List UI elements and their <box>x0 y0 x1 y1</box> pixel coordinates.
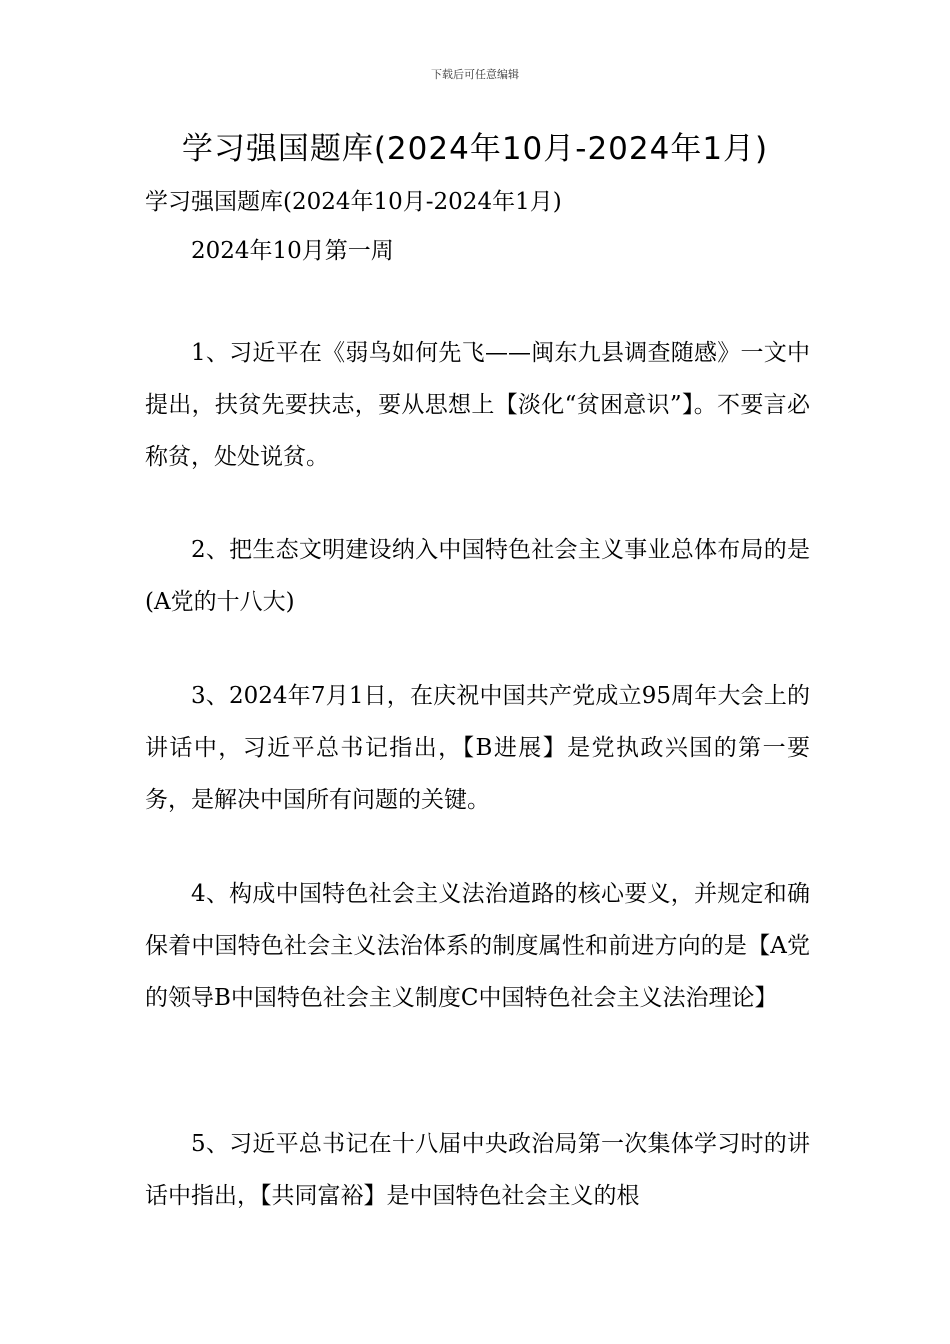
question-paragraph: 4、构成中国特色社会主义法治道路的核心要义，并规定和确保着中国特色社会主义法治体系的制度属性和前进方向的是【A党的领导B中国特色社会主义制度C中国特色社会主义法治理论】 <box>145 881 810 1011</box>
document-subtitle: 学习强国题库(2024年10月-2024年1月) <box>145 189 562 215</box>
question-paragraph: 2、把生态文明建设纳入中国特色社会主义事业总体布局的是(A党的十八大) <box>145 537 810 615</box>
header-note: 下载后可任意编辑 <box>431 68 519 81</box>
week-heading: 2024年10月第一周 <box>191 238 394 264</box>
question-paragraph: 3、2024年7月1日，在庆祝中国共产党成立95周年大会上的讲话中，习近平总书记指出，【B进展】是党执政兴国的第一要务，是解决中国所有问题的关键。 <box>145 683 810 813</box>
document-title: 学习强国题库(2024年10月-2024年1月) <box>181 131 769 167</box>
question-paragraph: 5、习近平总书记在十八届中央政治局第一次集体学习时的讲话中指出，【共同富裕】是中国特色社会主义的根 <box>145 1131 810 1209</box>
question-paragraph: 1、习近平在《弱鸟如何先飞——闽东九县调查随感》一文中提出，扶贫先要扶志，要从思想上【淡化“贫困意识”】。不要言必称贫，处处说贫。 <box>145 340 810 470</box>
